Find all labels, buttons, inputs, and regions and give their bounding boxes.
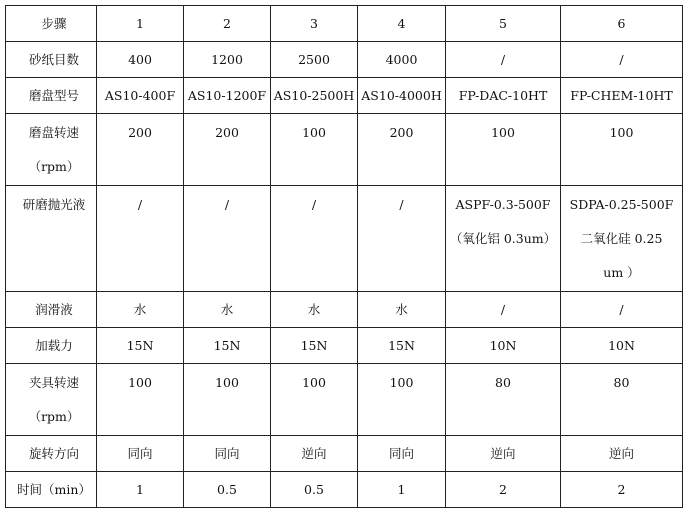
- table-cell: [561, 292, 683, 328]
- row-header-text: （rpm）: [28, 159, 80, 174]
- cell-text: SDPA-0.25-500F: [569, 197, 674, 212]
- cell-text: AS10-2500H: [273, 87, 355, 103]
- table-row: [6, 436, 683, 472]
- table-cell: [271, 114, 358, 186]
- cell-text: 1: [136, 481, 144, 497]
- table-cell: [271, 186, 358, 292]
- table-cell: [446, 78, 561, 114]
- row-header-text: 加载力: [35, 337, 73, 353]
- table-cell: [271, 292, 358, 328]
- table-cell: [446, 6, 561, 42]
- cell-text: 1: [397, 481, 406, 497]
- table-row: [6, 114, 683, 186]
- table-cell: [358, 328, 446, 364]
- row-header: [6, 364, 97, 436]
- table-cell: [358, 78, 446, 114]
- table-row: [6, 6, 683, 42]
- cell-text: 400: [128, 51, 152, 67]
- table-cell: [446, 472, 561, 508]
- cell-text: 1200: [211, 51, 243, 67]
- cell-text: um ）: [603, 265, 640, 280]
- table-cell: [446, 42, 561, 78]
- table-cell: [358, 42, 446, 78]
- row-header-text: 时间（min）: [17, 481, 91, 497]
- cell-text: 逆向: [490, 445, 516, 461]
- table-cell: [358, 186, 446, 292]
- table-cell: [184, 186, 271, 292]
- table-row: [6, 78, 683, 114]
- table-cell: [184, 78, 271, 114]
- cell-text: 5: [499, 15, 507, 31]
- cell-text: 同向: [388, 445, 414, 461]
- cell-text: FP-CHEM-10HT: [570, 87, 673, 103]
- row-header: [6, 6, 97, 42]
- table-cell: [561, 78, 683, 114]
- table-cell: [358, 472, 446, 508]
- table-cell: [561, 114, 683, 186]
- cell-text: /: [137, 197, 143, 212]
- row-header-text: 夹具转速: [28, 375, 79, 390]
- cell-text: 水: [220, 301, 234, 317]
- row-header-text: 步骤: [41, 15, 67, 31]
- cell-text: 逆向: [608, 445, 634, 461]
- cell-text: AS10-400F: [104, 87, 176, 103]
- table-cell: [561, 436, 683, 472]
- table-cell: [358, 364, 446, 436]
- cell-text: 200: [215, 125, 239, 140]
- table-cell: [271, 6, 358, 42]
- cell-text: 6: [617, 15, 626, 31]
- table-row: [6, 292, 683, 328]
- table-row: [6, 364, 683, 436]
- cell-text: 逆向: [301, 445, 327, 461]
- table-cell: [271, 364, 358, 436]
- table-cell: [184, 328, 271, 364]
- row-header: [6, 42, 97, 78]
- table-cell: [271, 472, 358, 508]
- table-cell: [561, 6, 683, 42]
- cell-text: 水: [133, 301, 147, 317]
- cell-text: 100: [609, 125, 634, 140]
- table-cell: [358, 114, 446, 186]
- cell-text: AS10-1200F: [187, 87, 267, 103]
- table-cell: [184, 436, 271, 472]
- cell-text: 2500: [298, 51, 330, 67]
- table-cell: [446, 186, 561, 292]
- row-header: [6, 78, 97, 114]
- table-cell: [561, 364, 683, 436]
- cell-text: /: [619, 51, 624, 67]
- cell-text: /: [500, 51, 506, 67]
- cell-text: 80: [495, 375, 511, 390]
- table-cell: [446, 364, 561, 436]
- row-header-text: 旋转方向: [28, 445, 79, 461]
- table-cell: [97, 78, 184, 114]
- cell-text: /: [619, 301, 624, 317]
- table-row: [6, 472, 683, 508]
- table-row: [6, 328, 683, 364]
- row-header: [6, 436, 97, 472]
- cell-text: 100: [302, 375, 326, 390]
- row-header: [6, 328, 97, 364]
- cell-text: 二氧化硅 0.25: [580, 231, 663, 246]
- cell-text: 1: [136, 15, 144, 31]
- cell-text: 200: [389, 125, 414, 140]
- cell-text: /: [399, 197, 404, 212]
- cell-text: 同向: [127, 445, 153, 461]
- cell-text: 3: [310, 15, 318, 31]
- table-cell: [271, 436, 358, 472]
- row-header-text: 磨盘型号: [28, 87, 79, 103]
- table-cell: [97, 42, 184, 78]
- cell-text: 100: [215, 375, 239, 390]
- cell-text: 10N: [608, 337, 635, 353]
- table-row: [6, 186, 683, 292]
- table-cell: [184, 42, 271, 78]
- table-cell: [561, 472, 683, 508]
- table-cell: [561, 328, 683, 364]
- table-cell: [271, 328, 358, 364]
- cell-text: 100: [128, 375, 152, 390]
- cell-text: 水: [395, 301, 408, 317]
- table-cell: [271, 78, 358, 114]
- cell-text: 2: [617, 481, 626, 497]
- table-cell: [97, 292, 184, 328]
- row-header-text: 润滑液: [35, 301, 73, 317]
- table-body: [6, 6, 683, 508]
- cell-text: 15N: [388, 337, 415, 353]
- table-cell: [271, 42, 358, 78]
- row-header-text: 砂纸目数: [28, 51, 79, 67]
- table-cell: [358, 6, 446, 42]
- table-cell: [97, 114, 184, 186]
- row-header: [6, 292, 97, 328]
- cell-text: /: [311, 197, 317, 212]
- cell-text: 100: [302, 125, 326, 140]
- cell-text: 2: [223, 15, 231, 31]
- cell-text: 15N: [213, 337, 241, 353]
- table-cell: [358, 292, 446, 328]
- cell-text: 15N: [126, 337, 154, 353]
- table-cell: [446, 436, 561, 472]
- cell-text: 同向: [214, 445, 240, 461]
- cell-text: 200: [128, 125, 152, 140]
- table-cell: [97, 328, 184, 364]
- table-cell: [97, 472, 184, 508]
- table-cell: [184, 292, 271, 328]
- cell-text: 100: [491, 125, 515, 140]
- table-cell: [184, 472, 271, 508]
- table-cell: [446, 292, 561, 328]
- table-cell: [358, 436, 446, 472]
- table-cell: [97, 186, 184, 292]
- table-row: [6, 42, 683, 78]
- cell-text: AS10-4000H: [361, 87, 442, 103]
- cell-text: 0.5: [217, 481, 237, 497]
- table-cell: [446, 328, 561, 364]
- table-cell: [97, 436, 184, 472]
- row-header-text: 研磨抛光液: [22, 197, 86, 212]
- cell-text: FP-DAC-10HT: [458, 87, 548, 103]
- cell-text: 2: [499, 481, 507, 497]
- cell-text: 15N: [300, 337, 328, 353]
- table-cell: [561, 42, 683, 78]
- cell-text: 0.5: [304, 481, 324, 497]
- table-cell: [184, 6, 271, 42]
- table-cell: [184, 114, 271, 186]
- table-cell: [561, 186, 683, 292]
- table-cell: [97, 6, 184, 42]
- cell-text: 80: [613, 375, 630, 390]
- cell-text: 100: [389, 375, 414, 390]
- row-header-text: （rpm）: [28, 409, 80, 424]
- row-header: [6, 472, 97, 508]
- cell-text: 4: [397, 15, 406, 31]
- cell-text: 10N: [489, 337, 517, 353]
- table-cell: [184, 364, 271, 436]
- cell-text: /: [224, 197, 230, 212]
- table-cell: [97, 364, 184, 436]
- row-header: [6, 186, 97, 292]
- cell-text: （氧化铝 0.3um）: [449, 231, 557, 246]
- table-cell: [446, 114, 561, 186]
- row-header: [6, 114, 97, 186]
- cell-text: /: [500, 301, 506, 317]
- cell-text: 水: [307, 301, 321, 317]
- cell-text: ASPF-0.3-500F: [455, 197, 551, 212]
- cell-text: 4000: [385, 51, 418, 67]
- row-header-text: 磨盘转速: [28, 125, 79, 140]
- process-parameter-table: [5, 5, 683, 508]
